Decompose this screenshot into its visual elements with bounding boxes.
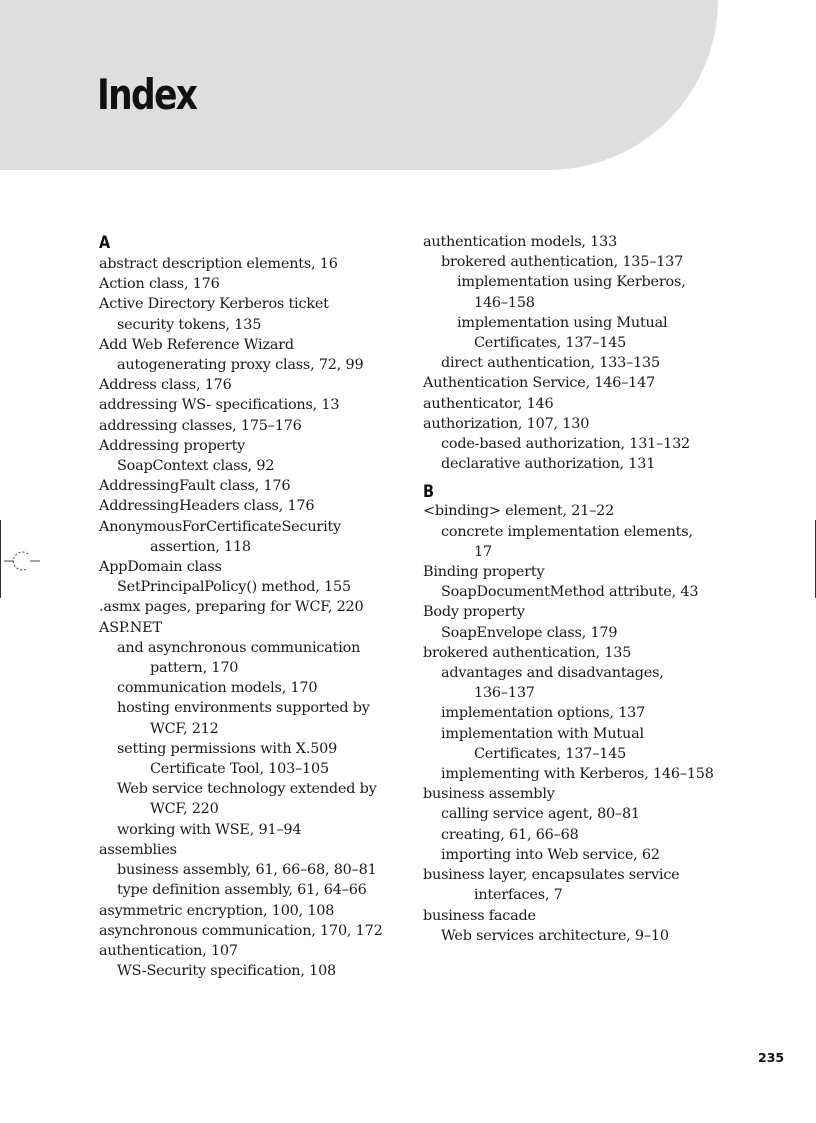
index-subentry: and asynchronous communication [117, 639, 361, 656]
index-subentry: hosting environments supported by [117, 700, 370, 717]
index-entry: Action class, 176 [99, 276, 220, 293]
index-subentry: Certificates, 137–145 [474, 745, 627, 762]
index-subentry: Web services architecture, 9–10 [441, 927, 669, 944]
index-subentry: code-based authorization, 131–132 [441, 436, 690, 453]
index-column-right [423, 232, 723, 946]
index-subentry: declarative authorization, 131 [441, 456, 656, 473]
index-entry: authorization, 107, 130 [423, 415, 590, 432]
index-subentry: SoapDocumentMethod attribute, 43 [441, 584, 699, 601]
index-entry: Authentication Service, 146–147 [423, 375, 656, 392]
index-subentry: implementation using Mutual [457, 314, 668, 331]
index-entry: AnonymousForCertificateSecurity [99, 518, 341, 535]
index-subentry: working with WSE, 91–94 [117, 821, 302, 838]
index-entry: addressing classes, 175–176 [99, 417, 302, 434]
index-subentry: creating, 61, 66–68 [441, 826, 579, 843]
index-entry: business assembly [423, 786, 555, 803]
index-subentry: importing into Web service, 62 [441, 846, 660, 863]
index-entry: authentication, 107 [99, 942, 238, 959]
index-entry: business layer, encapsulates service [423, 867, 680, 884]
index-entry: Body property [423, 604, 525, 621]
index-subentry: calling service agent, 80–81 [441, 806, 640, 823]
index-entry: <binding> element, 21–22 [423, 503, 615, 520]
page-number: 235 [758, 1050, 785, 1065]
index-subentry: setting permissions with X.509 [117, 740, 338, 757]
index-subentry: implementing with Kerberos, 146–158 [441, 766, 714, 783]
index-subentry: 136–137 [474, 685, 535, 702]
index-entry: Binding property [423, 564, 545, 581]
index-subentry: advantages and disadvantages, [441, 665, 664, 682]
crop-mark-left [0, 520, 1, 598]
index-entry: authenticator, 146 [423, 395, 554, 412]
index-subentry: interfaces, 7 [474, 887, 563, 904]
index-entry: ASP.NET [99, 619, 162, 636]
index-subentry: implementation with Mutual [441, 725, 644, 742]
page-title: Index [97, 70, 197, 119]
index-subentry: brokered authentication, 135–137 [441, 254, 684, 271]
index-entry: asymmetric encryption, 100, 108 [99, 902, 335, 919]
index-column-left [99, 232, 399, 981]
index-entry: Active Directory Kerberos ticket [99, 296, 329, 313]
index-subentry: Certificates, 137–145 [474, 335, 627, 352]
index-subentry: implementation options, 137 [441, 705, 646, 722]
index-subentry: security tokens, 135 [117, 316, 262, 333]
index-subentry: business assembly, 61, 66–68, 80–81 [117, 862, 377, 879]
index-subentry: pattern, 170 [150, 660, 239, 677]
index-subentry: assertion, 118 [150, 538, 251, 555]
index-entry: Address class, 176 [99, 377, 232, 394]
index-entry: brokered authentication, 135 [423, 644, 632, 661]
index-entry: .asmx pages, preparing for WCF, 220 [99, 599, 364, 616]
index-subentry: WCF, 220 [150, 801, 219, 818]
index-entry: asynchronous communication, 170, 172 [99, 922, 383, 939]
index-entry: AddressingHeaders class, 176 [99, 498, 315, 515]
registration-mark-icon [4, 548, 40, 574]
index-subentry: SoapContext class, 92 [117, 458, 275, 475]
index-entry: authentication models, 133 [423, 234, 618, 250]
index-subentry: 17 [474, 543, 492, 560]
index-entry: AppDomain class [99, 559, 222, 576]
index-entry: abstract description elements, 16 [99, 256, 338, 272]
index-subentry: direct authentication, 133–135 [441, 355, 660, 372]
index-subentry: Web service technology extended by [117, 781, 377, 798]
index-subentry: implementation using Kerberos, [457, 274, 686, 291]
index-subentry: concrete implementation elements, [441, 523, 693, 540]
section-letter: A [99, 233, 111, 253]
index-entry: Add Web Reference Wizard [99, 336, 294, 353]
index-subentry: 146–158 [474, 294, 535, 311]
index-entry: addressing WS- specifications, 13 [99, 397, 340, 414]
section-letter: B [423, 482, 435, 503]
index-subentry: SoapEnvelope class, 179 [441, 624, 618, 641]
index-entry: assemblies [99, 841, 177, 858]
index-subentry: type definition assembly, 61, 64–66 [117, 882, 367, 899]
index-entry: business facade [423, 907, 536, 924]
index-subentry: autogenerating proxy class, 72, 99 [117, 357, 364, 374]
index-subentry: SetPrincipalPolicy() method, 155 [117, 579, 351, 596]
index-entry: Addressing property [99, 437, 246, 454]
index-entry: AddressingFault class, 176 [99, 478, 291, 495]
index-subentry: WCF, 212 [150, 720, 219, 737]
index-subentry: Certificate Tool, 103–105 [150, 761, 329, 778]
index-subentry: WS-Security specification, 108 [117, 963, 336, 980]
index-subentry: communication models, 170 [117, 680, 318, 697]
